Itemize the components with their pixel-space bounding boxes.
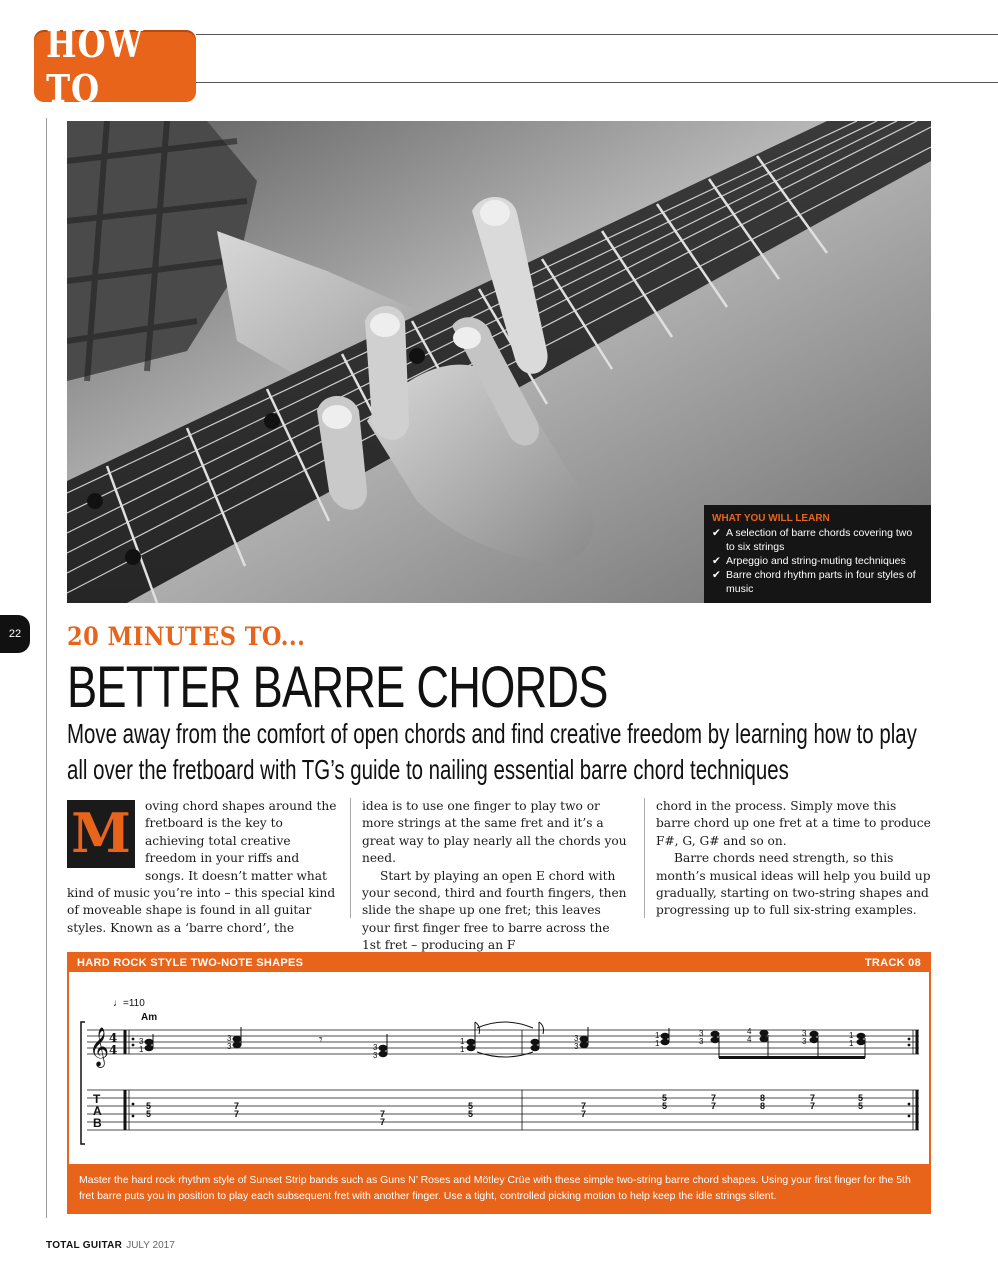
tab-fret: 7	[380, 1109, 386, 1119]
tab-repeat-end	[908, 1090, 917, 1130]
article-headline: BETTER BARRE CHORDS	[67, 655, 608, 720]
tab-fret: 7	[810, 1093, 816, 1103]
column-divider	[350, 798, 351, 918]
tab-fret: 5	[858, 1101, 864, 1111]
finger-number: 1	[139, 1045, 144, 1054]
column-divider	[644, 798, 645, 918]
tab-clef-letter: A	[93, 1104, 102, 1118]
learn-item	[712, 526, 923, 554]
finger-number: 1	[655, 1031, 660, 1040]
music-notation	[69, 972, 929, 1168]
tab-fret: 5	[146, 1109, 152, 1119]
page-number: 22	[0, 615, 30, 653]
finger-number: 1	[655, 1039, 660, 1048]
learn-item-text: Barre chord rhythm parts in four styles of music	[726, 569, 916, 595]
tab-fret: 7	[234, 1101, 240, 1111]
tab-fret: 5	[662, 1093, 668, 1103]
margin-rule	[46, 118, 47, 1218]
finger-number: 3	[574, 1042, 579, 1051]
finger-number: 1	[460, 1045, 465, 1054]
notation-notes	[145, 1022, 866, 1059]
chord-symbol: Am	[141, 1012, 158, 1023]
finger-number: 3	[373, 1043, 378, 1052]
tab-fret: 7	[380, 1117, 386, 1127]
track-label: TRACK 08	[864, 957, 921, 969]
section-badge-label: HOW TO	[46, 21, 144, 111]
learn-item-text: Arpeggio and string-muting techniques	[726, 555, 906, 567]
tab-fret: 8	[760, 1101, 766, 1111]
tab-fret: 5	[468, 1109, 474, 1119]
svg-text:𝄾: 𝄾	[319, 1032, 323, 1048]
learn-item	[712, 554, 923, 568]
tab-repeat-start	[125, 1090, 134, 1130]
tab-fret: 7	[234, 1109, 240, 1119]
tab-fret: 5	[662, 1101, 668, 1111]
drop-cap-letter: M	[71, 801, 131, 866]
tab-fret: 7	[581, 1109, 587, 1119]
time-signature-top: 4	[109, 1031, 118, 1045]
finger-number: 3	[373, 1051, 378, 1060]
tempo-marking: ♩=110	[113, 998, 145, 1009]
notation-title: HARD ROCK STYLE TWO-NOTE SHAPES	[77, 957, 304, 969]
tab-fret: 5	[858, 1093, 864, 1103]
what-you-will-learn-box	[704, 505, 931, 603]
finger-number: 3	[139, 1037, 144, 1046]
time-signature-bottom: 4	[109, 1043, 118, 1057]
tab-fret: 7	[711, 1101, 717, 1111]
body-column-1	[67, 798, 337, 937]
tab-fret: 7	[581, 1101, 587, 1111]
tab-fret: 8	[760, 1093, 766, 1103]
treble-clef-icon: 𝄞	[89, 1027, 110, 1067]
system-bracket	[81, 1022, 85, 1144]
page-footer	[46, 1240, 175, 1251]
body-paragraph: oving chord shapes around the fretboard is the key to achieving total creative freedom in your riffs and songs. It doesn’t matter what kind of music you’re into – this special kind of moveable shape is found in all guitar styles. Known as a ‘barre chord’, the	[67, 799, 337, 935]
tab-fret: 7	[810, 1101, 816, 1111]
learn-item	[712, 568, 923, 596]
finger-number: 3	[802, 1029, 807, 1038]
tab-fret: 7	[711, 1093, 717, 1103]
finger-number: 3	[699, 1029, 704, 1038]
standard-staff	[87, 1030, 919, 1054]
header-rule	[196, 82, 998, 83]
finger-number: 3	[227, 1034, 232, 1043]
section-badge	[34, 21, 196, 111]
body-column-2	[362, 798, 632, 955]
notation-header	[69, 954, 929, 972]
body-paragraph: Barre chords need strength, so this month’s musical ideas will help you build up gradually, starting on two-string shapes and progressing up to full six-string examples.	[656, 851, 931, 918]
finger-number: 3	[802, 1037, 807, 1046]
learn-item-text: A selection of barre chords covering two to six strings	[726, 527, 913, 553]
finger-number: 1	[849, 1039, 854, 1048]
finger-number: 3	[227, 1042, 232, 1051]
checkmark-icon: ✔	[712, 527, 721, 539]
tab-staff	[87, 1090, 919, 1130]
checkmark-icon: ✔	[712, 569, 721, 581]
finger-number: 3	[574, 1034, 579, 1043]
body-paragraph: idea is to use one finger to play two or more strings at the same fret and it’s a great way to play nearly all the chords you need.	[362, 799, 627, 866]
article-kicker: 20 MINUTES TO...	[67, 622, 306, 651]
tab-fret: 5	[468, 1101, 474, 1111]
body-paragraph: Start by playing an open E chord with your second, third and fourth fingers, then slide the shape up one fret; this leaves your first finger free to barre across the 1st fret – producing an F	[362, 868, 627, 953]
finger-number: 1	[849, 1031, 854, 1040]
body-column-3	[656, 798, 931, 920]
article-standfirst: Move away from the comfort of open chords and find creative freedom by learning how to play all over the fretboard with TG’s guide to nailing essential barre chord techniques	[67, 718, 917, 785]
finger-number: 4	[747, 1035, 752, 1044]
tab-fret: 5	[146, 1101, 152, 1111]
finger-number: 1	[460, 1037, 465, 1046]
header-rule	[196, 34, 998, 35]
notation-box	[67, 952, 931, 1214]
checkmark-icon: ✔	[712, 555, 721, 567]
finger-number: 3	[699, 1037, 704, 1046]
magazine-name: TOTAL GUITAR	[46, 1240, 123, 1251]
finger-numbers	[139, 1027, 854, 1060]
finger-number: 4	[747, 1027, 752, 1036]
issue-date: JULY 2017	[126, 1240, 175, 1251]
learn-box-title: WHAT YOU WILL LEARN	[712, 513, 830, 524]
drop-cap	[67, 800, 135, 868]
tab-clef-letter: B	[93, 1116, 102, 1130]
body-paragraph: chord in the process. Simply move this barre chord up one fret at a time to produce F#, G, G# and so on.	[656, 799, 931, 848]
notation-caption: Master the hard rock rhythm style of Sunset Strip bands such as Guns N’ Roses and Mötley Crüe with these simple two-string barre chord shapes. Using your first finger for the 5th fret barre puts you in position to play each subsequent fret with another finger. Use a tight, controlled picking motion to help keep the idle strings silent.	[69, 1164, 929, 1212]
tab-clef-letter: T	[93, 1092, 101, 1106]
